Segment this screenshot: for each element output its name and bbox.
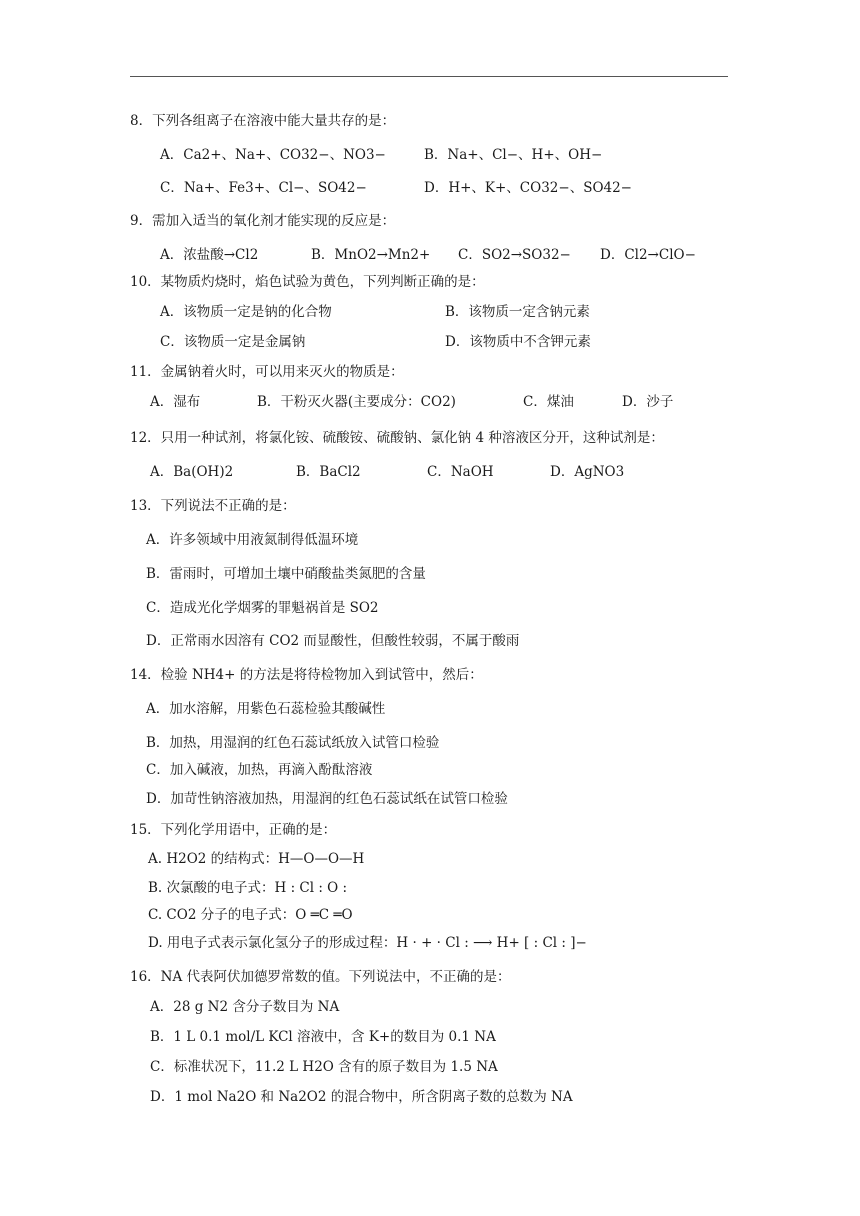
question-9-option-a[interactable]: A．浓盐酸→Cl2 [160,247,259,263]
question-8-option-c[interactable]: C．Na+、Fe3+、Cl−、SO42− [160,180,367,196]
question-12-stem: 12．只用一种试剂，将氯化铵、硫酸铵、硫酸钠、氯化钠 4 种溶液区分开，这种试剂是： [130,430,664,446]
question-15-option-a[interactable]: A. H2O2 的结构式：H—O—O—H [148,851,365,867]
question-15-option-b[interactable]: B. 次氯酸的电子式：H : Cl : O : [148,880,348,896]
question-9-stem: 9．需加入适当的氧化剂才能实现的反应是： [130,213,396,229]
question-12-option-d[interactable]: D．AgNO3 [550,464,625,480]
question-15-option-d[interactable]: D. 用电子式表示氯化氢分子的形成过程：H · + · Cl : ⟶ H+ [ : Cl : ]− [148,935,587,951]
question-11-stem: 11．金属钠着火时，可以用来灭火的物质是： [130,364,404,380]
question-16-option-a[interactable]: A．28 g N2 含分子数目为 NA [150,999,340,1015]
question-14-option-b[interactable]: B．加热，用湿润的红色石蕊试纸放入试管口检验 [146,735,440,751]
question-12-option-b[interactable]: B．BaCl2 [296,464,361,480]
question-13-option-b[interactable]: B．雷雨时，可增加土壤中硝酸盐类氮肥的含量 [146,566,426,582]
question-12-option-c[interactable]: C．NaOH [427,464,494,480]
question-13-option-a[interactable]: A．许多领域中用液氮制得低温环境 [146,532,359,548]
question-11-option-d[interactable]: D．沙子 [622,394,674,410]
question-10-stem: 10．某物质灼烧时，焰色试验为黄色，下列判断正确的是： [130,274,485,290]
question-16-option-b[interactable]: B．1 L 0.1 mol/L KCl 溶液中，含 K+的数目为 0.1 NA [150,1029,496,1045]
question-11-option-a[interactable]: A．湿布 [150,394,201,410]
question-10-option-c[interactable]: C．该物质一定是金属钠 [160,334,306,350]
question-10-option-a[interactable]: A．该物质一定是钠的化合物 [160,304,332,320]
question-16-stem: 16．NA 代表阿伏加德罗常数的值。下列说法中，不正确的是： [130,969,511,985]
question-9-option-b[interactable]: B．MnO2→Mn2+ [311,247,431,263]
question-11-option-c[interactable]: C．煤油 [523,394,574,410]
question-11-option-b[interactable]: B．干粉灭火器(主要成分：CO2) [257,394,456,410]
question-15-option-c[interactable]: C. CO2 分子的电子式：O ═C ═O [148,907,353,923]
header-rule [130,76,728,77]
question-14-option-d[interactable]: D．加苛性钠溶液加热，用湿润的红色石蕊试纸在试管口检验 [146,791,508,807]
question-16-option-c[interactable]: C．标准状况下，11.2 L H2O 含有的原子数目为 1.5 NA [150,1059,498,1075]
question-13-option-d[interactable]: D．正常雨水因溶有 CO2 而显酸性，但酸性较弱，不属于酸雨 [146,633,520,649]
question-14-option-c[interactable]: C．加入碱液，加热，再滴入酚酞溶液 [146,762,373,778]
question-14-option-a[interactable]: A．加水溶解，用紫色石蕊检验其酸碱性 [146,701,386,717]
question-10-option-b[interactable]: B．该物质一定含钠元素 [445,304,590,320]
question-14-stem: 14．检验 NH4+ 的方法是将待检物加入到试管中，然后： [130,667,483,683]
question-16-option-d[interactable]: D．1 mol Na2O 和 Na2O2 的混合物中，所含阴离子数的总数为 NA [150,1089,573,1105]
question-13-stem: 13．下列说法不正确的是： [130,498,296,514]
question-15-stem: 15．下列化学用语中，正确的是： [130,822,337,838]
question-12-option-a[interactable]: A．Ba(OH)2 [150,464,234,480]
question-8-option-d[interactable]: D．H+、K+、CO32−、SO42− [424,180,632,196]
question-10-option-d[interactable]: D．该物质中不含钾元素 [445,334,591,350]
question-13-option-c[interactable]: C．造成光化学烟雾的罪魁祸首是 SO2 [146,600,379,616]
question-9-option-c[interactable]: C．SO2→SO32− [458,247,571,263]
question-8-option-a[interactable]: A．Ca2+、Na+、CO32−、NO3− [160,147,386,163]
question-8-stem: 8．下列各组离子在溶液中能大量共存的是： [130,113,396,129]
question-9-option-d[interactable]: D．Cl2→ClO− [600,247,696,263]
question-8-option-b[interactable]: B．Na+、Cl−、H+、OH− [424,147,603,163]
